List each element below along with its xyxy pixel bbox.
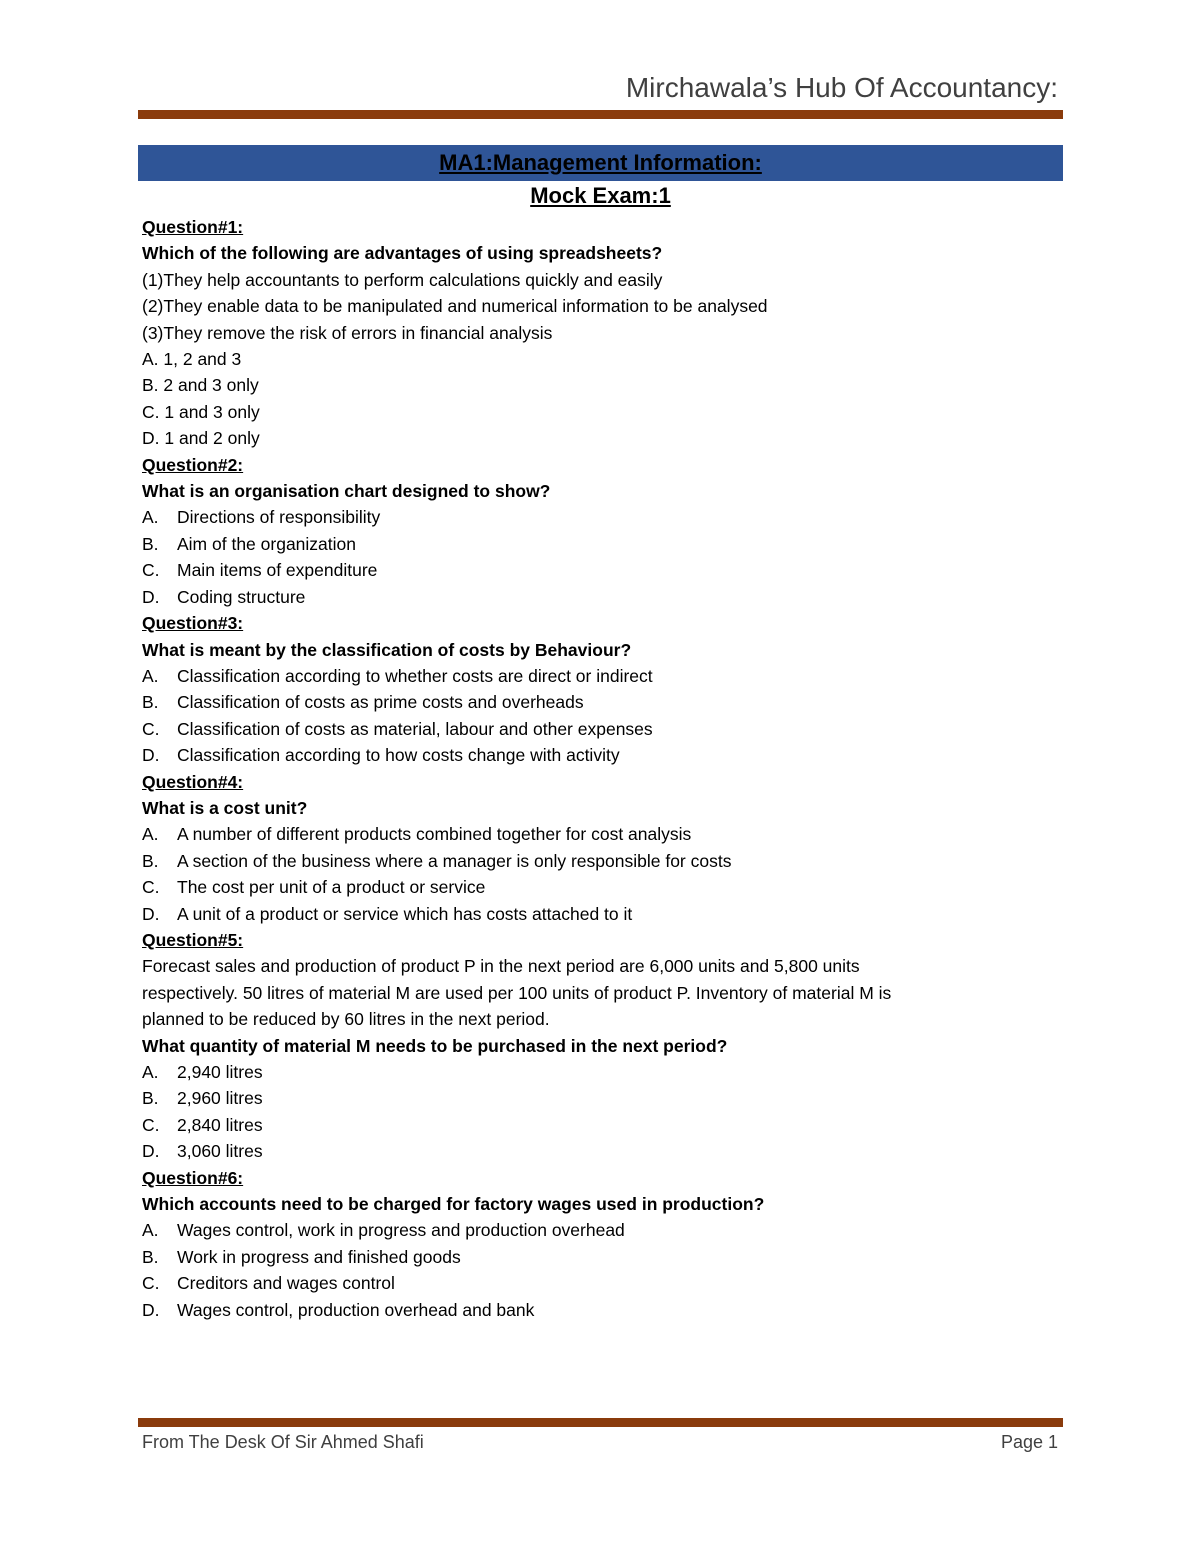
option-letter: A.: [142, 824, 159, 845]
option-letter: D.: [142, 745, 160, 766]
question-text: What quantity of material M needs to be purchased in the next period?: [142, 1035, 728, 1056]
option-letter: D.: [142, 1141, 160, 1162]
option-letter: C.: [142, 1273, 160, 1294]
answer-option: [142, 874, 1057, 900]
question-label: Question#6:: [142, 1167, 244, 1188]
answer-option: C. 1 and 3 only: [142, 401, 260, 422]
question-4: [142, 769, 1057, 927]
answer-option: [142, 584, 1057, 610]
question-label: Question#3:: [142, 613, 244, 634]
question-text: What is an organisation chart designed to show?: [142, 481, 551, 502]
answer-option: [142, 557, 1057, 583]
answer-option: D. 1 and 2 only: [142, 428, 260, 449]
option-text: Coding structure: [177, 586, 306, 607]
option-text: Wages control, work in progress and production overhead: [177, 1220, 625, 1241]
option-text: Classification according to whether costs are direct or indirect: [177, 665, 653, 686]
option-text: Work in progress and finished goods: [177, 1246, 461, 1267]
answer-option: [142, 716, 1057, 742]
option-text: A section of the business where a manager is only responsible for costs: [177, 850, 732, 871]
option-letter: C.: [142, 1114, 160, 1135]
answer-option: A. 1, 2 and 3: [142, 349, 242, 370]
option-text: The cost per unit of a product or service: [177, 877, 486, 898]
option-letter: B.: [142, 850, 159, 871]
option-text: 3,060 litres: [177, 1141, 263, 1162]
option-letter: A.: [142, 1062, 159, 1082]
answer-option: B. 2 and 3 only: [142, 375, 259, 396]
option-text: 2,840 litres: [177, 1114, 263, 1135]
statement: (1)They help accountants to perform calculations quickly and easily: [142, 269, 663, 290]
exam-content: [142, 214, 1057, 1323]
option-text: A number of different products combined together for cost analysis: [177, 824, 692, 845]
option-letter: D.: [142, 1299, 160, 1320]
answer-option: [142, 1297, 1057, 1323]
option-text: Wages control, production overhead and bank: [177, 1299, 535, 1320]
answer-option: [142, 848, 1057, 874]
scenario-line: planned to be reduced by 60 litres in the next period.: [142, 1009, 550, 1030]
answer-option: [142, 742, 1057, 768]
option-letter: C.: [142, 718, 160, 739]
option-text: 2,960 litres: [177, 1088, 263, 1109]
document-title: MA1:Management Information:: [439, 150, 762, 175]
document-subtitle: Mock Exam:1: [530, 183, 671, 208]
answer-option: [142, 1244, 1057, 1270]
option-text: 2,940 litres: [177, 1062, 263, 1082]
question-label: Question#1:: [142, 217, 244, 237]
question-3: [142, 610, 1057, 768]
option-text: A unit of a product or service which has costs attached to it: [177, 903, 633, 924]
option-text: Aim of the organization: [177, 533, 356, 554]
question-1: [142, 214, 1057, 452]
answer-option: [142, 1217, 1057, 1243]
option-text: Classification of costs as prime costs and overheads: [177, 692, 584, 713]
option-letter: B.: [142, 1088, 159, 1109]
option-letter: B.: [142, 533, 159, 554]
answer-option: [142, 821, 1057, 847]
question-5: [142, 927, 1057, 1165]
option-text: Main items of expenditure: [177, 560, 378, 581]
question-text: Which accounts need to be charged for factory wages used in production?: [142, 1194, 765, 1215]
question-text: Which of the following are advantages of using spreadsheets?: [142, 243, 663, 264]
option-letter: A.: [142, 507, 159, 528]
footer-rule: [138, 1418, 1063, 1427]
page-number: Page 1: [1000, 1432, 1058, 1452]
answer-option: [142, 1112, 1057, 1138]
answer-option: [142, 689, 1057, 715]
option-text: Creditors and wages control: [177, 1273, 395, 1294]
option-letter: B.: [142, 1246, 159, 1267]
option-letter: C.: [142, 877, 160, 898]
statement: (2)They enable data to be manipulated and numerical information to be analysed: [142, 296, 768, 317]
scenario-line: Forecast sales and production of product P in the next period are 6,000 units and 5,800 units: [142, 956, 860, 977]
option-letter: A.: [142, 665, 159, 686]
option-letter: C.: [142, 560, 160, 581]
header-rule: [138, 110, 1063, 119]
answer-option: [142, 531, 1057, 557]
option-letter: A.: [142, 1220, 159, 1241]
answer-option: [142, 1085, 1057, 1111]
answer-option: [142, 504, 1057, 530]
answer-option: [142, 1138, 1057, 1164]
answer-option: [142, 901, 1057, 927]
option-letter: D.: [142, 586, 160, 607]
option-text: Classification according to how costs change with activity: [177, 745, 620, 766]
statement: (3)They remove the risk of errors in financial analysis: [142, 322, 553, 343]
option-text: Classification of costs as material, labour and other expenses: [177, 718, 653, 739]
footer-author: From The Desk Of Sir Ahmed Shafi: [142, 1432, 424, 1452]
question-label: Question#4:: [142, 771, 244, 792]
title-banner: [138, 145, 1063, 181]
header-title: Mirchawala’s Hub Of Accountancy:: [625, 72, 1058, 103]
answer-option: [142, 1270, 1057, 1296]
question-6: [142, 1165, 1057, 1323]
question-text: What is a cost unit?: [142, 797, 308, 818]
answer-option: [142, 663, 1057, 689]
question-label: Question#5:: [142, 929, 244, 950]
question-text: What is meant by the classification of costs by Behaviour?: [142, 639, 632, 660]
question-label: Question#2:: [142, 454, 244, 475]
scenario-line: respectively. 50 litres of material M are used per 100 units of product P. Inventory of material M is: [142, 982, 892, 1003]
option-text: Directions of responsibility: [177, 507, 381, 528]
option-letter: D.: [142, 903, 160, 924]
question-2: [142, 452, 1057, 610]
answer-option: [142, 1059, 1057, 1085]
option-letter: B.: [142, 692, 159, 713]
